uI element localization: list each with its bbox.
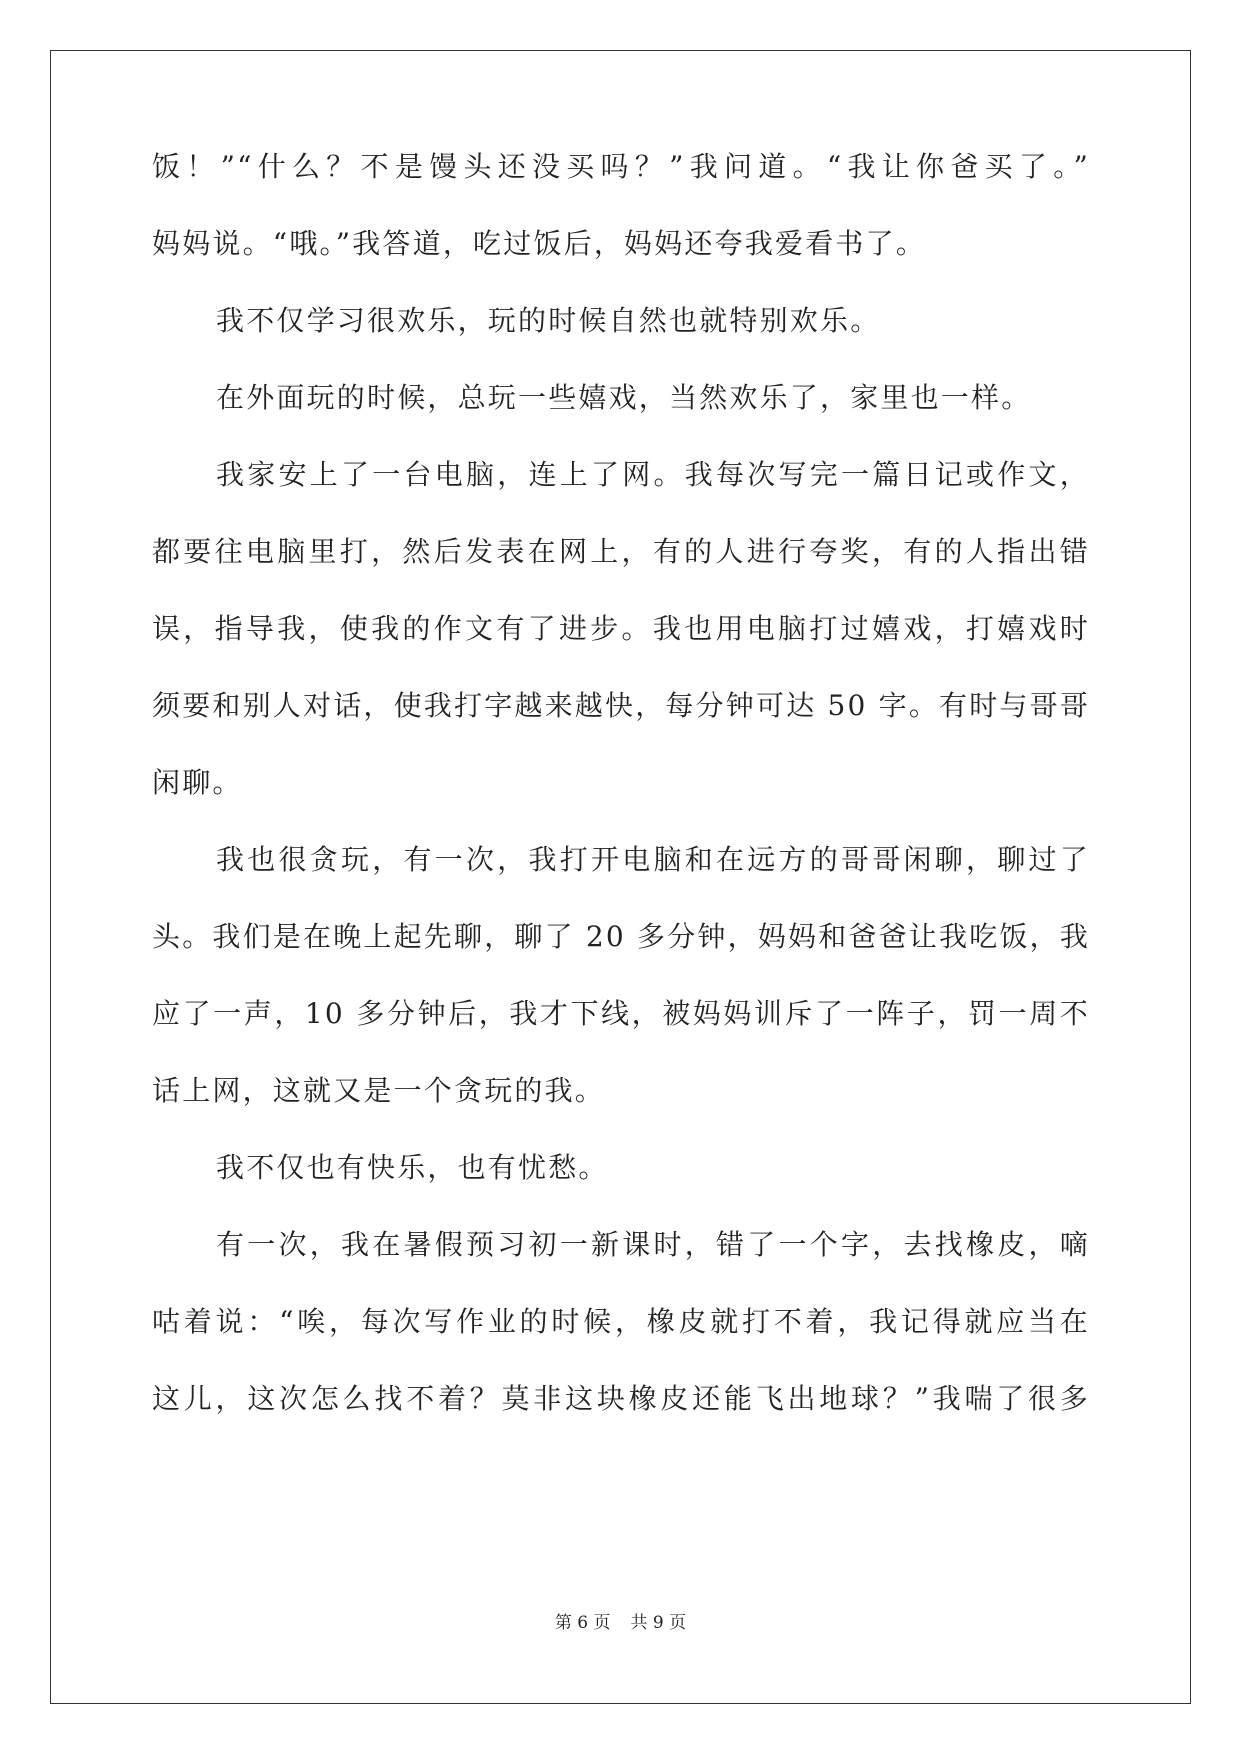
paragraph-line: 我家安上了一台电脑，连上了网。我每次写完一篇日记或作文，: [216, 458, 1090, 491]
paragraph-line: 在外面玩的时候，总玩一些嬉戏，当然欢乐了，家里也一样。: [216, 381, 1032, 414]
text-line: 都要往电脑里打，然后发表在网上，有的人进行夸奖，有的人指出错: [152, 535, 1090, 568]
text-line: 须要和别人对话，使我打字越来越快，每分钟可达 50 字。有时与哥哥: [152, 689, 1091, 722]
paragraph-line: 我不仅也有快乐，也有忧愁。: [216, 1151, 609, 1184]
paragraph-line: 有一次，我在暑假预习初一新课时，错了一个字，去找橡皮，嘀: [216, 1228, 1090, 1261]
text-line: 这儿，这次怎么找不着？莫非这块橡皮还能飞出地球？”我喘了很多: [152, 1382, 1090, 1415]
text-line: 饭！”“什么？不是馒头还没买吗？”我问道。“我让你爸买了。”: [152, 150, 1090, 183]
page-number: 第 6 页: [554, 1613, 611, 1633]
text-line: 误，指导我，使我的作文有了进步。我也用电脑打过嬉戏，打嬉戏时: [152, 612, 1090, 645]
text-line: 应了一声，10 多分钟后，我才下线，被妈妈训斥了一阵子，罚一周不: [152, 997, 1090, 1030]
paragraph-line: 我不仅学习很欢乐，玩的时候自然也就特别欢乐。: [216, 304, 881, 337]
paragraph-line: 我也很贪玩，有一次，我打开电脑和在远方的哥哥闲聊，聊过了: [216, 843, 1090, 876]
page-footer: [0, 1608, 1241, 1633]
text-line: 闲聊。: [152, 766, 243, 799]
text-line: 妈妈说。“哦。”我答道，吃过饭后，妈妈还夸我爱看书了。: [152, 227, 927, 260]
text-line: 话上网，这就又是一个贪玩的我。: [152, 1074, 606, 1107]
page-total: 共 9 页: [630, 1613, 687, 1633]
text-line: 头。我们是在晚上起先聊，聊了 20 多分钟，妈妈和爸爸让我吃饭，我: [152, 920, 1091, 953]
text-line: 咕着说：“唉，每次写作业的时候，橡皮就打不着，我记得就应当在: [152, 1305, 1090, 1338]
